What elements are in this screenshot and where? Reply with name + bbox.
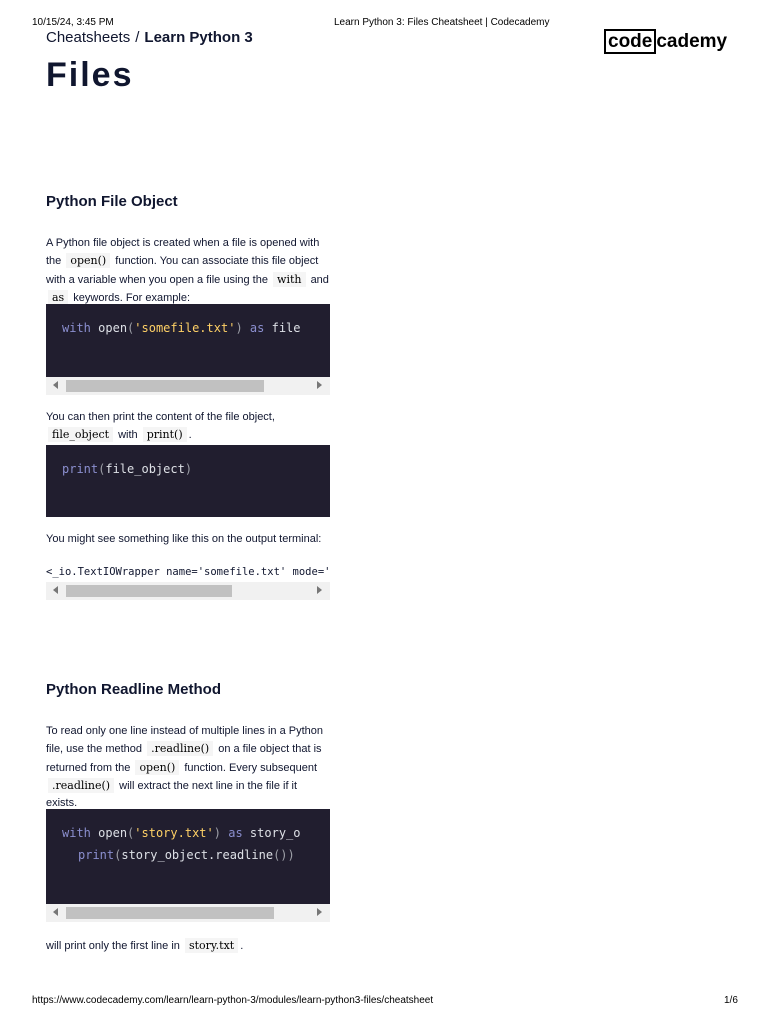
inline-code: file_object — [48, 427, 113, 442]
code-punct: ) — [235, 321, 243, 335]
body-text: with — [118, 429, 138, 442]
scroll-right-arrow-icon[interactable] — [317, 586, 322, 594]
inline-code: as — [48, 290, 68, 305]
body-text: You can then print the content of the file object, — [46, 411, 275, 423]
scroll-left-arrow-icon[interactable] — [53, 908, 58, 916]
intro-text: keywords. For example: — [73, 291, 191, 304]
inline-code: with — [273, 272, 305, 287]
inline-code: story.txt — [185, 938, 238, 953]
section-heading-readline: Python Readline Method — [46, 681, 222, 698]
inline-code: open() — [135, 760, 179, 775]
code-variable: file — [271, 321, 301, 335]
code-argument: story_object.readline — [121, 848, 274, 862]
code-punct: ( — [114, 848, 122, 862]
scroll-right-arrow-icon[interactable] — [317, 908, 322, 916]
breadcrumb-separator: / — [135, 29, 140, 46]
codecademy-logo[interactable] — [604, 29, 727, 54]
output-scrollbar[interactable] — [46, 582, 330, 600]
code-line — [78, 848, 295, 862]
code-punct: ) — [184, 462, 193, 476]
code-string: 'somefile.txt' — [134, 321, 236, 335]
code-line — [62, 826, 301, 840]
code-punct: ( — [98, 462, 106, 476]
code-punct: ( — [127, 826, 135, 840]
print-datetime: 10/15/24, 3:45 PM — [32, 17, 114, 28]
code-block-readline[interactable] — [46, 809, 330, 904]
intro-text: and — [310, 273, 329, 286]
code-block-open-file[interactable] — [46, 304, 330, 377]
inline-code: open() — [66, 253, 110, 268]
inline-code: .readline() — [48, 778, 114, 793]
code-function: open — [98, 826, 128, 840]
body-text: . — [240, 940, 244, 952]
scroll-right-arrow-icon[interactable] — [317, 381, 322, 389]
inline-code: print() — [143, 427, 187, 442]
section-heading-file-object: Python File Object — [46, 193, 178, 210]
print-doc-title: Learn Python 3: Files Cheatsheet | Codecademy — [334, 17, 550, 28]
code-argument: file_object — [105, 462, 185, 476]
code-keyword: as — [228, 826, 243, 840]
inline-code: .readline() — [147, 741, 213, 756]
logo-code-box: code — [604, 29, 656, 54]
code-string: 'story.txt' — [134, 826, 214, 840]
readline-intro — [46, 723, 331, 812]
intro-text: function. Every subsequent — [184, 761, 318, 774]
print-url: https://www.codecademy.com/learn/learn-python-3/modules/learn-python3-files/cheatsheet — [32, 995, 434, 1006]
output-code-line: <_io.TextIOWrapper name='somefile.txt' mode=' — [46, 566, 330, 578]
code-block-print[interactable] — [46, 445, 330, 517]
intro-text: function. You can associate this file object with a variable when you open a file using the — [46, 255, 319, 286]
scroll-left-arrow-icon[interactable] — [53, 381, 58, 389]
breadcrumb-current[interactable]: Learn Python 3 — [144, 29, 253, 46]
code-punct: ( — [127, 321, 135, 335]
readline-after-text — [46, 937, 346, 955]
code-variable: story_o — [249, 826, 301, 840]
code-function: open — [98, 321, 128, 335]
scrollbar-thumb[interactable] — [66, 380, 264, 392]
code-punct: ()) — [273, 848, 295, 862]
intro-text: To read only one line instead of multiple lines in a Python file, use the method — [46, 725, 324, 756]
logo-cademy-text: cademy — [656, 31, 728, 52]
print-content-text — [46, 409, 331, 445]
intro-text: A Python file object is created when a file is opened with the — [46, 237, 320, 268]
code-keyword: with — [62, 826, 91, 840]
code-scrollbar[interactable] — [46, 904, 330, 922]
code-function: print — [78, 848, 115, 862]
code-line — [62, 321, 301, 335]
page-title: Files — [46, 56, 134, 94]
scroll-left-arrow-icon[interactable] — [53, 586, 58, 594]
print-page-number: 1/6 — [724, 995, 738, 1006]
output-terminal-text: You might see something like this on the output terminal: — [46, 533, 322, 545]
code-line — [62, 462, 192, 476]
breadcrumb-cheatsheets-link[interactable]: Cheatsheets — [46, 29, 131, 46]
code-keyword: with — [62, 321, 91, 335]
breadcrumb — [46, 29, 253, 46]
scrollbar-thumb[interactable] — [66, 907, 274, 919]
code-keyword: as — [249, 321, 265, 335]
body-text: . — [188, 429, 192, 442]
scrollbar-thumb[interactable] — [66, 585, 232, 597]
code-punct: ) — [213, 826, 221, 840]
intro-text: will extract the next line in the file if it exists. — [46, 779, 298, 810]
body-text: will print only the first line in — [46, 940, 180, 952]
code-function: print — [62, 462, 99, 476]
file-object-intro — [46, 235, 331, 307]
code-scrollbar[interactable] — [46, 377, 330, 395]
intro-text: on a file object that is returned from the — [46, 743, 322, 774]
